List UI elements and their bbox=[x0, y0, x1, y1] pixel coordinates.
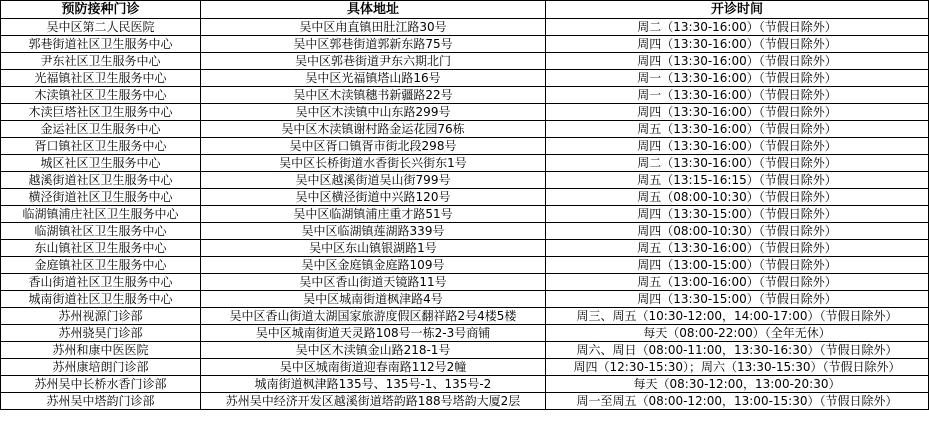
clinic-name-cell: 苏州吴中塔韵门诊部 bbox=[1, 393, 201, 410]
address-cell: 吴中区木渎镇金山路218-1号 bbox=[201, 342, 546, 359]
hours-cell: 周一（13:30-16:00）（节假日除外） bbox=[546, 70, 929, 87]
table-row bbox=[1, 257, 929, 274]
clinic-name-cell: 临湖镇社区卫生服务中心 bbox=[1, 223, 201, 240]
clinic-name-cell: 越溪街道社区卫生服务中心 bbox=[1, 172, 201, 189]
hours-cell: 周四（13:30-15:00）（节假日除外） bbox=[546, 291, 929, 308]
hours-cell: 每天（08:30-12:00，13:00-20:30） bbox=[546, 376, 929, 393]
hours-cell: 周六、周日（08:00-11:00，13:30-16:30）（节假日除外） bbox=[546, 342, 929, 359]
header-row bbox=[1, 1, 929, 19]
address-cell: 吴中区城南街道枫津路4号 bbox=[201, 291, 546, 308]
table-row bbox=[1, 36, 929, 53]
table-row bbox=[1, 121, 929, 138]
table-header bbox=[1, 1, 929, 19]
table-row bbox=[1, 325, 929, 342]
hours-cell: 周四（13:30-16:00）（节假日除外） bbox=[546, 53, 929, 70]
table-row bbox=[1, 53, 929, 70]
table-row bbox=[1, 393, 929, 410]
clinic-name-cell: 郭巷街道社区卫生服务中心 bbox=[1, 36, 201, 53]
hours-cell: 周五（13:30-16:00）（节假日除外） bbox=[546, 121, 929, 138]
hours-cell: 周四（12:30-15:30）；周六（13:30-15:30）（节假日除外） bbox=[546, 359, 929, 376]
hours-cell: 周三、周五（10:30-12:00，14:00-17:00）（节假日除外） bbox=[546, 308, 929, 325]
clinic-name-cell: 苏州和康中医医院 bbox=[1, 342, 201, 359]
address-cell: 吴中区城南街道天灵路108号一栋2-3号商铺 bbox=[201, 325, 546, 342]
address-cell: 吴中区木渎镇穗书新疆路22号 bbox=[201, 87, 546, 104]
header-address: 具体地址 bbox=[201, 1, 546, 19]
clinic-name-cell: 吴中区第二人民医院 bbox=[1, 19, 201, 36]
hours-cell: 周二（13:30-16:00）（节假日除外） bbox=[546, 19, 929, 36]
clinic-name-cell: 苏州康培朗门诊部 bbox=[1, 359, 201, 376]
table-row bbox=[1, 70, 929, 87]
hours-cell: 周四（08:00-10:30）（节假日除外） bbox=[546, 223, 929, 240]
hours-cell: 周四（13:30-16:00）（节假日除外） bbox=[546, 104, 929, 121]
address-cell: 吴中区城南街道迎春南路112号2幢 bbox=[201, 359, 546, 376]
clinic-name-cell: 苏州骁昊门诊部 bbox=[1, 325, 201, 342]
table-row bbox=[1, 274, 929, 291]
address-cell: 吴中区郭巷街道郭新东路75号 bbox=[201, 36, 546, 53]
table-row bbox=[1, 240, 929, 257]
address-cell: 吴中区东山镇银湖路1号 bbox=[201, 240, 546, 257]
table-row bbox=[1, 342, 929, 359]
hours-cell: 周一（13:30-16:00）（节假日除外） bbox=[546, 87, 929, 104]
table-row bbox=[1, 223, 929, 240]
table-row bbox=[1, 189, 929, 206]
clinic-name-cell: 东山镇社区卫生服务中心 bbox=[1, 240, 201, 257]
address-cell: 吴中区临湖镇浦庄重才路51号 bbox=[201, 206, 546, 223]
address-cell: 吴中区木渎镇谢村路金运花园76栋 bbox=[201, 121, 546, 138]
clinic-name-cell: 城区社区卫生服务中心 bbox=[1, 155, 201, 172]
address-cell: 吴中区甪直镇田肚江路30号 bbox=[201, 19, 546, 36]
clinic-name-cell: 木渎镇社区卫生服务中心 bbox=[1, 87, 201, 104]
address-cell: 吴中区越溪街道吴山街799号 bbox=[201, 172, 546, 189]
hours-cell: 周四（13:30-15:00）（节假日除外） bbox=[546, 206, 929, 223]
clinic-name-cell: 香山街道社区卫生服务中心 bbox=[1, 274, 201, 291]
table-row bbox=[1, 104, 929, 121]
header-clinic: 预防接种门诊 bbox=[1, 1, 201, 19]
hours-cell: 周一至周五（08:00-12:00，13:00-15:30）（节假日除外） bbox=[546, 393, 929, 410]
address-cell: 吴中区香山街道天镜路11号 bbox=[201, 274, 546, 291]
header-hours: 开诊时间 bbox=[546, 1, 929, 19]
table-row bbox=[1, 291, 929, 308]
hours-cell: 周四（13:30-16:00）（节假日除外） bbox=[546, 138, 929, 155]
clinic-name-cell: 金运社区卫生服务中心 bbox=[1, 121, 201, 138]
table-row bbox=[1, 19, 929, 36]
address-cell: 城南街道枫津路135号、135号-1、135号-2 bbox=[201, 376, 546, 393]
hours-cell: 周二（13:30-16:00）（节假日除外） bbox=[546, 155, 929, 172]
clinic-name-cell: 横泾街道社区卫生服务中心 bbox=[1, 189, 201, 206]
clinic-name-cell: 光福镇社区卫生服务中心 bbox=[1, 70, 201, 87]
table-row bbox=[1, 376, 929, 393]
hours-cell: 周五（13:00-16:00）（节假日除外） bbox=[546, 274, 929, 291]
clinic-name-cell: 苏州视源门诊部 bbox=[1, 308, 201, 325]
table-row bbox=[1, 206, 929, 223]
address-cell: 吴中区光福镇塔山路16号 bbox=[201, 70, 546, 87]
address-cell: 吴中区长桥街道水香街长兴街东1号 bbox=[201, 155, 546, 172]
hours-cell: 周四（13:30-16:00）（节假日除外） bbox=[546, 36, 929, 53]
table-row bbox=[1, 155, 929, 172]
table-row bbox=[1, 138, 929, 155]
table-row bbox=[1, 172, 929, 189]
address-cell: 苏州吴中经济开发区越溪街道塔韵路188号塔韵大厦2层 bbox=[201, 393, 546, 410]
clinic-name-cell: 临湖镇浦庄社区卫生服务中心 bbox=[1, 206, 201, 223]
clinic-name-cell: 木渎巨塔社区卫生服务中心 bbox=[1, 104, 201, 121]
clinic-name-cell: 城南街道社区卫生服务中心 bbox=[1, 291, 201, 308]
clinic-name-cell: 金庭镇社区卫生服务中心 bbox=[1, 257, 201, 274]
address-cell: 吴中区香山街道太湖国家旅游度假区翻祥路2号4楼5楼 bbox=[201, 308, 546, 325]
table-row bbox=[1, 308, 929, 325]
hours-cell: 周五（13:15-16:15）（节假日除外） bbox=[546, 172, 929, 189]
hours-cell: 每天（08:00-22:00）（全年无休） bbox=[546, 325, 929, 342]
hours-cell: 周五（13:30-16:00）（节假日除外） bbox=[546, 240, 929, 257]
hours-cell: 周四（13:00-15:00）（节假日除外） bbox=[546, 257, 929, 274]
table-row bbox=[1, 87, 929, 104]
address-cell: 吴中区郭巷街道尹东六期北门 bbox=[201, 53, 546, 70]
address-cell: 吴中区金庭镇金庭路109号 bbox=[201, 257, 546, 274]
clinic-name-cell: 尹东社区卫生服务中心 bbox=[1, 53, 201, 70]
address-cell: 吴中区木渎镇中山东路299号 bbox=[201, 104, 546, 121]
address-cell: 吴中区横泾街道中兴路120号 bbox=[201, 189, 546, 206]
address-cell: 吴中区临湖镇莲湖路339号 bbox=[201, 223, 546, 240]
address-cell: 吴中区胥口镇胥市街北段298号 bbox=[201, 138, 546, 155]
table-body bbox=[1, 19, 929, 410]
hours-cell: 周五（08:00-10:30）（节假日除外） bbox=[546, 189, 929, 206]
clinic-name-cell: 胥口镇社区卫生服务中心 bbox=[1, 138, 201, 155]
clinic-name-cell: 苏州吴中长桥水香门诊部 bbox=[1, 376, 201, 393]
table-row bbox=[1, 359, 929, 376]
